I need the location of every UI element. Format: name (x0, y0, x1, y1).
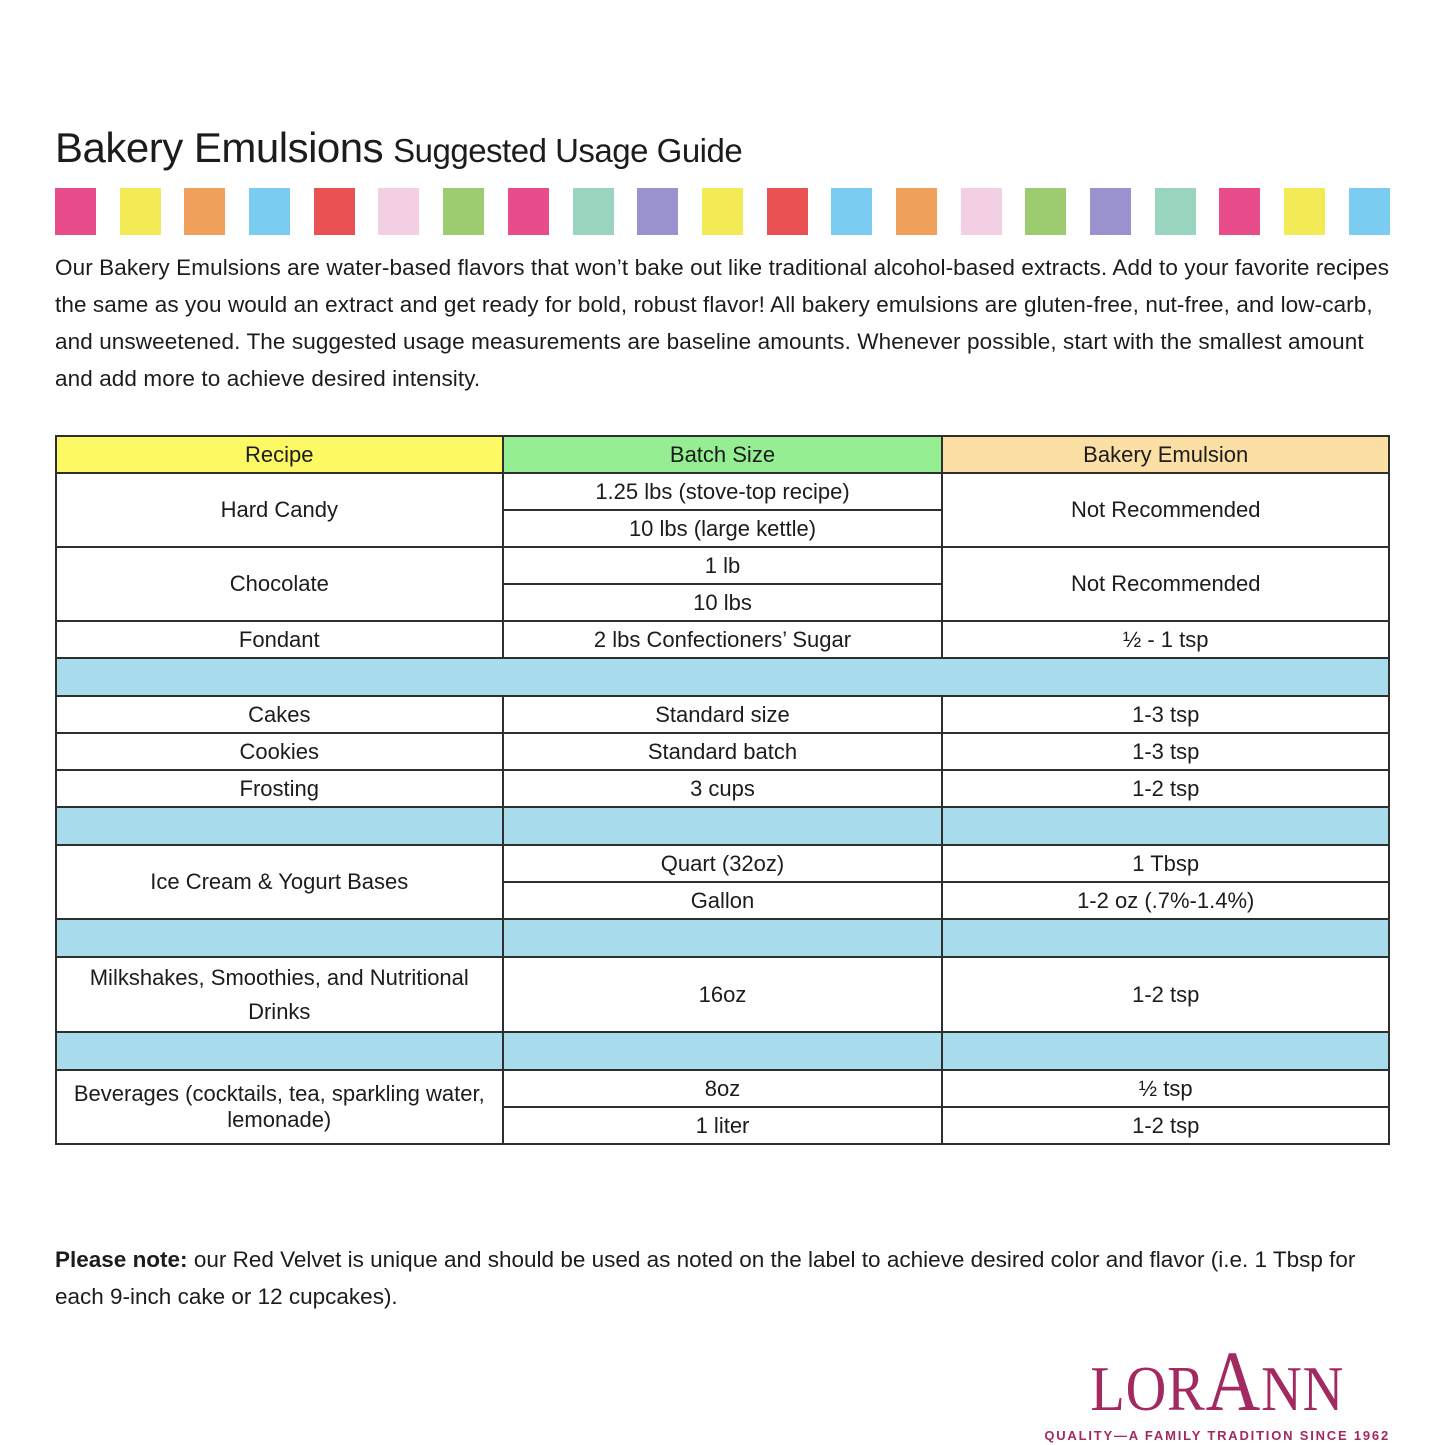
lorann-wordmark (1090, 1332, 1345, 1429)
cell-recipe-chocolate: Chocolate (56, 547, 503, 621)
cell-batch-fondant: 2 lbs Confectioners’ Sugar (503, 621, 943, 658)
cell-batch-beverages-2: 1 liter (503, 1107, 943, 1144)
separator-cell (56, 1032, 503, 1070)
stripe-square (55, 188, 96, 235)
title-subtitle: Suggested Usage Guide (393, 132, 743, 169)
stripe-square (767, 188, 808, 235)
table-row (56, 547, 1389, 584)
cell-emulsion-ice-cream-2: 1-2 oz (.7%-1.4%) (942, 882, 1389, 919)
cell-recipe-milkshakes: Milkshakes, Smoothies, and Nutritional Drinks (56, 957, 503, 1032)
separator-cell (942, 807, 1389, 845)
wordmark-part: NN (1261, 1352, 1345, 1424)
cell-recipe-ice-cream: Ice Cream & Yogurt Bases (56, 845, 503, 919)
cell-batch-ice-cream-1: Quart (32oz) (503, 845, 943, 882)
table-row (56, 696, 1389, 733)
stripe-square (184, 188, 225, 235)
title-main: Bakery Emulsions (55, 124, 384, 171)
usage-table (55, 435, 1390, 1145)
note-label: Please note: (55, 1247, 188, 1273)
separator-row (56, 658, 1389, 696)
separator-cell (942, 1032, 1389, 1070)
stripe-square (249, 188, 290, 235)
separator-cell (56, 919, 503, 957)
stripe-square (314, 188, 355, 235)
table-row (56, 473, 1389, 510)
cell-batch-frosting: 3 cups (503, 770, 943, 807)
stripe-square (1219, 188, 1260, 235)
cell-recipe-cookies: Cookies (56, 733, 503, 770)
cell-emulsion-chocolate: Not Recommended (942, 547, 1389, 621)
separator-row (56, 919, 1389, 957)
cell-emulsion-beverages-2: 1-2 tsp (942, 1107, 1389, 1144)
cell-recipe-hard-candy: Hard Candy (56, 473, 503, 547)
stripe-square (508, 188, 549, 235)
cell-batch-ice-cream-2: Gallon (503, 882, 943, 919)
cell-recipe-beverages: Beverages (cocktails, tea, sparkling water, lemonade) (56, 1070, 503, 1144)
separator-cell (503, 919, 943, 957)
table-header-row (56, 436, 1389, 473)
cell-batch-beverages-1: 8oz (503, 1070, 943, 1107)
stripe-square (961, 188, 1002, 235)
separator-row (56, 807, 1389, 845)
stripe-square (573, 188, 614, 235)
page-title (55, 126, 1390, 170)
wordmark-big-a: A (1205, 1332, 1262, 1429)
stripe-square (702, 188, 743, 235)
stripe-square (896, 188, 937, 235)
cell-emulsion-beverages-1: ½ tsp (942, 1070, 1389, 1107)
note-text: our Red Velvet is unique and should be used as noted on the label to achieve desired color and flavor (i.e. 1 Tbsp for each 9-inch cake or 12 cupcakes). (55, 1247, 1356, 1310)
separator-cell (56, 807, 503, 845)
cell-batch-milkshakes: 16oz (503, 957, 943, 1032)
table-row (56, 621, 1389, 658)
cell-emulsion-cookies: 1-3 tsp (942, 733, 1389, 770)
cell-batch-chocolate-2: 10 lbs (503, 584, 943, 621)
separator-cell (942, 919, 1389, 957)
stripe-square (1025, 188, 1066, 235)
intro-paragraph: Our Bakery Emulsions are water-based flavors that won’t bake out like traditional alcohol-based extracts. Add to your favorite recipes the same as you would an extract and get ready for bold, robust flavor! All bakery emulsions are gluten-free, nut-free, and low-carb, and unsweetened. The suggested usage measurements are baseline amounts. Whenever possible, start with the smallest amount and add more to achieve desired intensity. (55, 255, 1390, 392)
header-bakery-emulsion: Bakery Emulsion (942, 436, 1389, 473)
lorann-logo (1044, 1332, 1390, 1443)
cell-recipe-cakes: Cakes (56, 696, 503, 733)
cell-emulsion-ice-cream-1: 1 Tbsp (942, 845, 1389, 882)
separator-cell (503, 1032, 943, 1070)
cell-emulsion-fondant: ½ - 1 tsp (942, 621, 1389, 658)
separator-cell (503, 807, 943, 845)
stripe-square (1284, 188, 1325, 235)
table-row (56, 770, 1389, 807)
cell-batch-chocolate-1: 1 lb (503, 547, 943, 584)
wordmark-part: LOR (1090, 1352, 1206, 1424)
table-row (56, 845, 1389, 882)
table-row (56, 733, 1389, 770)
cell-batch-hard-candy-2: 10 lbs (large kettle) (503, 510, 943, 547)
cell-batch-cakes: Standard size (503, 696, 943, 733)
table-row (56, 1070, 1389, 1107)
separator-cell (56, 658, 1389, 696)
stripe-square (1349, 188, 1390, 235)
cell-batch-cookies: Standard batch (503, 733, 943, 770)
stripe-square (443, 188, 484, 235)
lorann-tagline: QUALITY—A FAMILY TRADITION SINCE 1962 (1044, 1427, 1390, 1443)
note-paragraph (55, 1241, 1390, 1315)
cell-emulsion-milkshakes: 1-2 tsp (942, 957, 1389, 1032)
table-row (56, 957, 1389, 1032)
stripe-square (637, 188, 678, 235)
stripe-square (378, 188, 419, 235)
separator-row (56, 1032, 1389, 1070)
stripe-square (120, 188, 161, 235)
cell-recipe-frosting: Frosting (56, 770, 503, 807)
color-stripe (55, 188, 1390, 235)
header-batch-size: Batch Size (503, 436, 943, 473)
cell-emulsion-hard-candy: Not Recommended (942, 473, 1389, 547)
cell-emulsion-cakes: 1-3 tsp (942, 696, 1389, 733)
cell-recipe-fondant: Fondant (56, 621, 503, 658)
header-recipe: Recipe (56, 436, 503, 473)
stripe-square (1155, 188, 1196, 235)
cell-emulsion-frosting: 1-2 tsp (942, 770, 1389, 807)
cell-batch-hard-candy-1: 1.25 lbs (stove-top recipe) (503, 473, 943, 510)
stripe-square (831, 188, 872, 235)
stripe-square (1090, 188, 1131, 235)
